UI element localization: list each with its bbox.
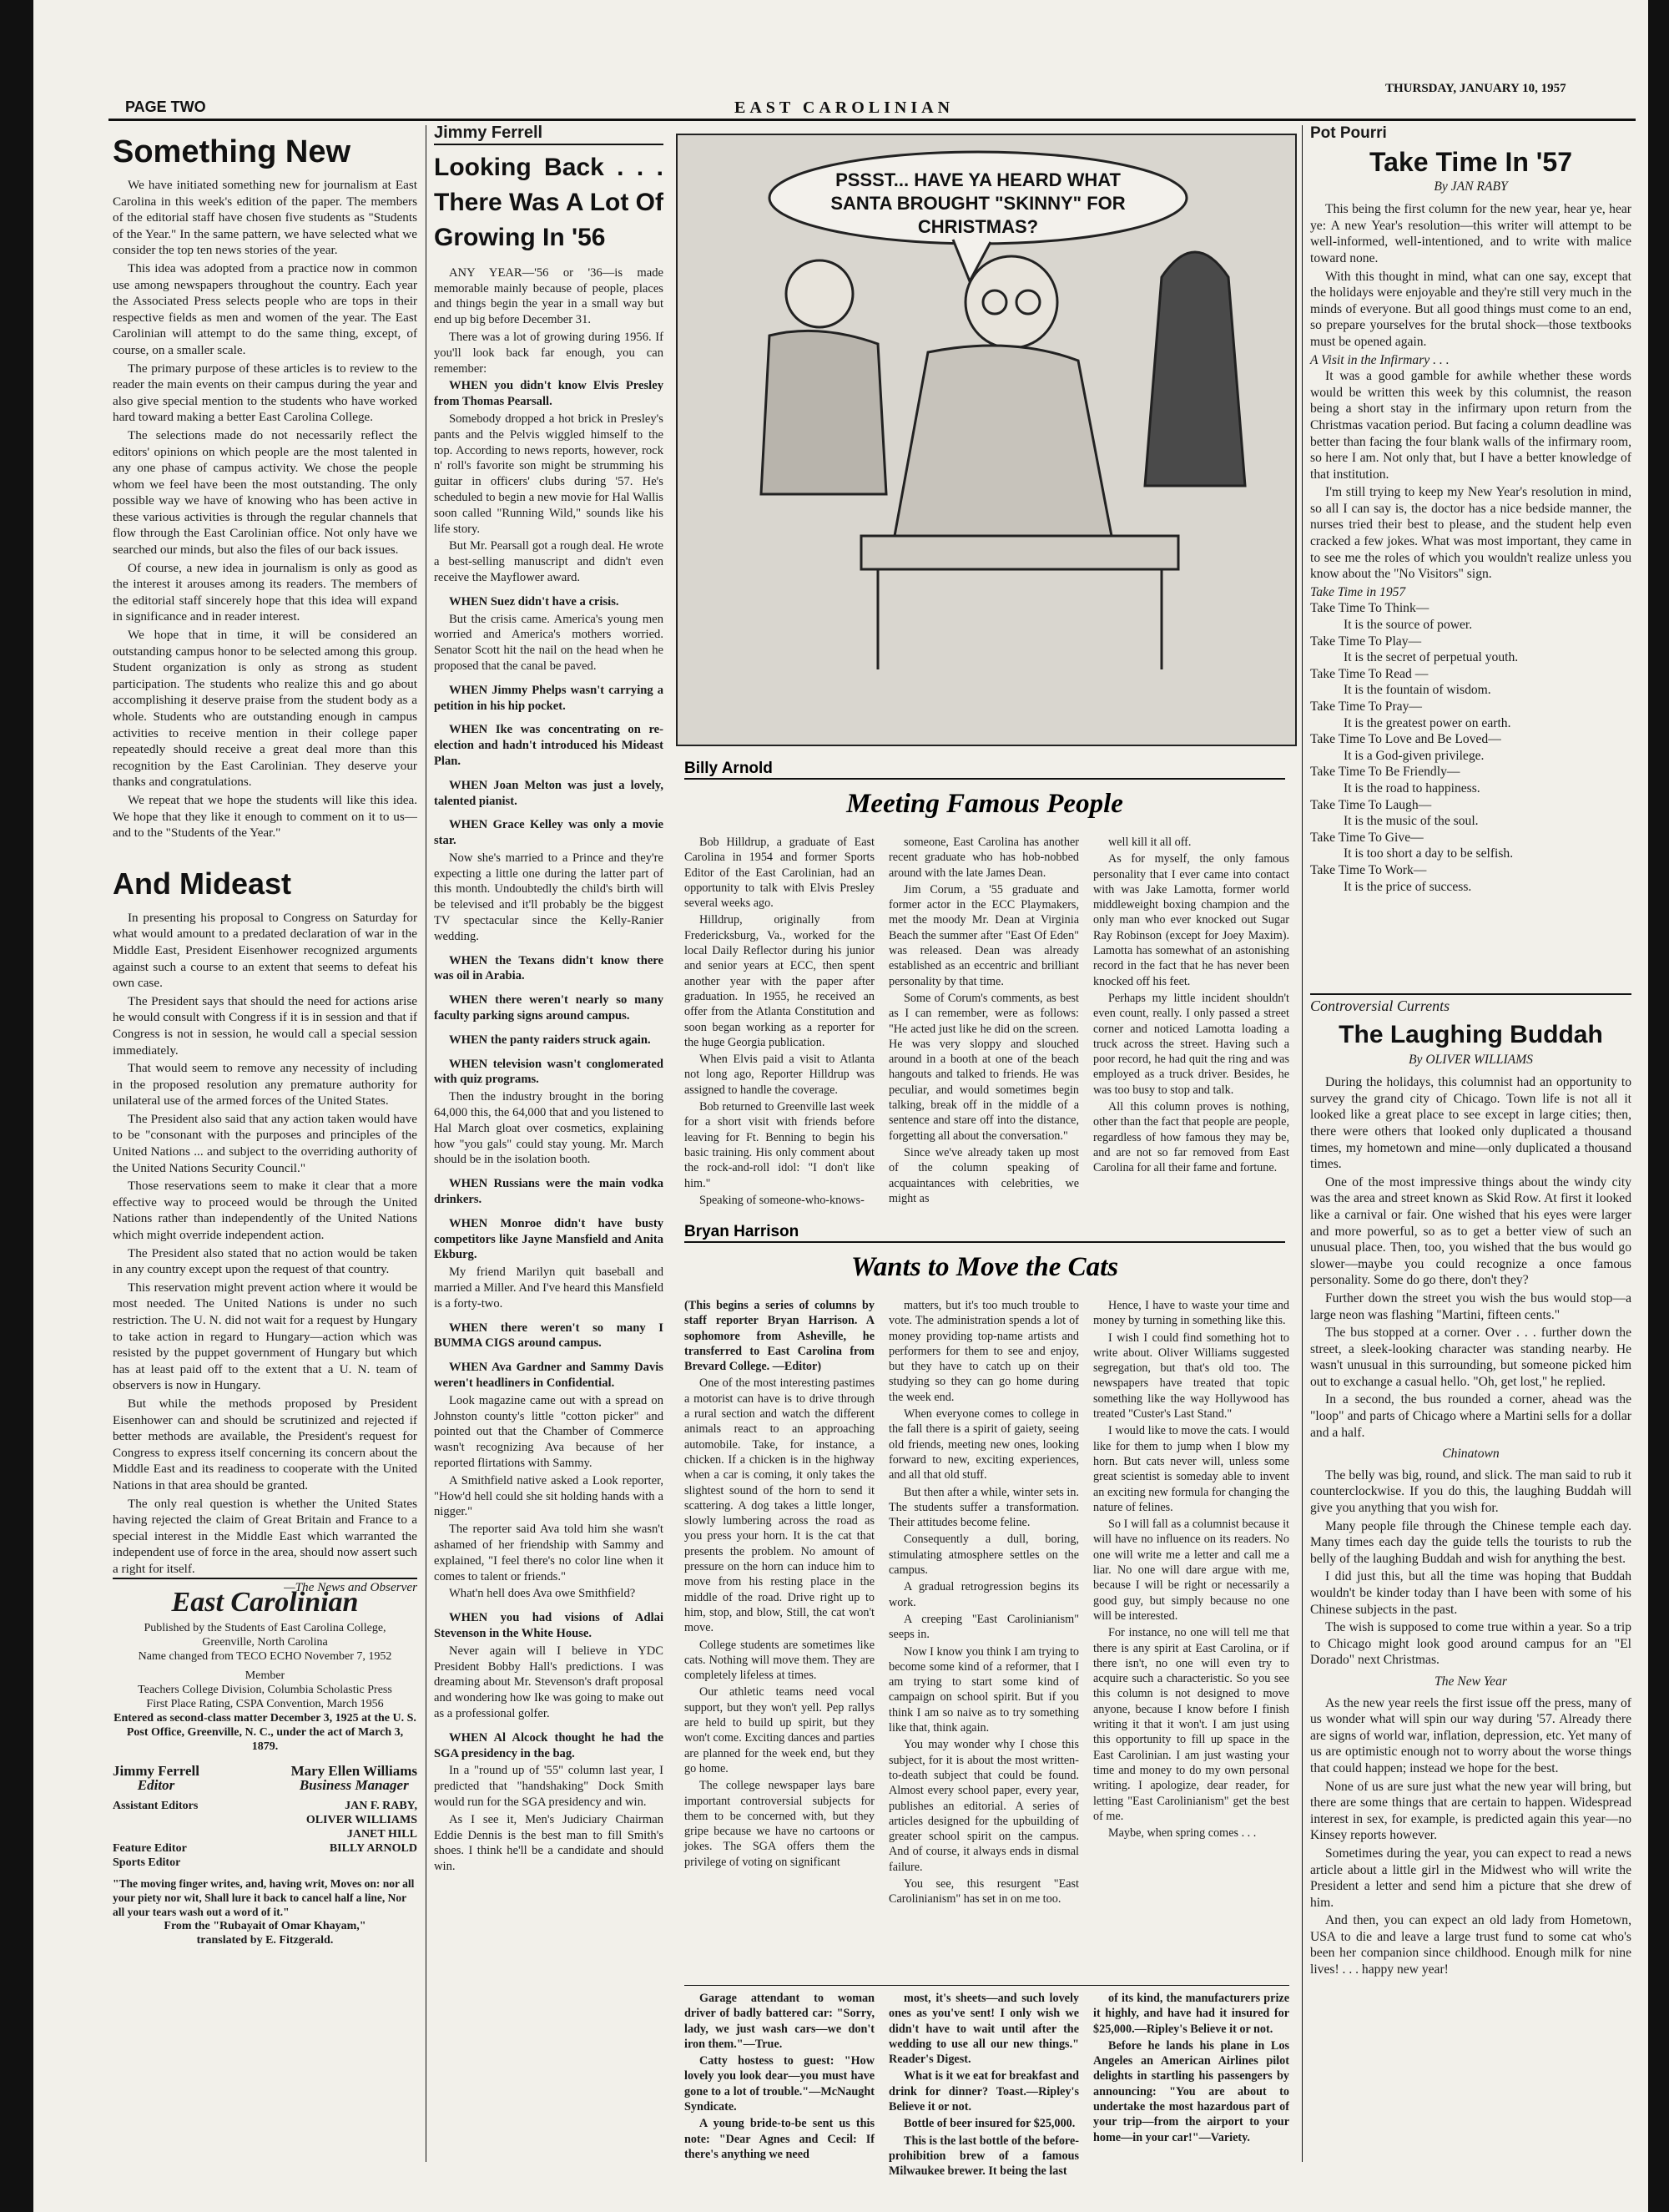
pot-pourri-column — [1310, 125, 1631, 985]
poem-subline: It is the greatest power on earth. — [1344, 715, 1511, 730]
filler: A young bride-to-be sent us this note: "Dear Agnes and Cecil: If there's anything we need — [684, 2117, 875, 2161]
paragraph: But then after a while, winter sets in. The students suffer a transformation. Their attitudes become feline. — [889, 1485, 1079, 1530]
figure-body — [895, 346, 1112, 536]
paragraph: It was a good gamble for awhile whether these words would be written this week by this columnist, the reason being a short stay in the infirmary upon return from the Christmas vacation period. But facing a column deadline was better than facing the four blank walls of the infirmary room, so here I am. Not only that, but I have a better knowledge of that institution. — [1310, 369, 1631, 482]
member-label: Member — [245, 1669, 285, 1682]
column-kicker: Pot Pourri — [1310, 124, 1387, 142]
paragraph: But Mr. Pearsall got a rough deal. He wrote a best-selling manuscript and didn't even receive the Mayflower award. — [434, 539, 663, 584]
paragraph: We have initiated something new for journalism at East Carolina in this week's edition of the paper. The members of the editorial staff have chosen five students as "Students of the Year." In the same pattern, we have selected what we consider the top ten news stories of the year. — [113, 178, 417, 258]
figure-silhouette — [1145, 252, 1245, 486]
item-lead: WHEN Grace Kelley was only a movie star. — [434, 818, 663, 848]
item-lead: WHEN the panty raiders struck again. — [449, 1033, 651, 1047]
paragraph: One of the most interesting pastimes a motorist can have is to drive through a rural section and watch the different animals react to an approaching automobile. Take, for instance, a chicken. If a chicken is in the highway when a car is coming, it only takes the slightest sound of the horn to send it scattering. A dog takes a little longer, slowly lumbering across the road as you press your horn. It is the cat that presents the problem. No amount of pressure on the horn can induce him to move from his resting place in the middle of the road. Drive right up to him, stop, and blow, Still, the cat won't move. — [684, 1376, 875, 1635]
paragraph: Somebody dropped a hot brick in Presley's pants and the Pelvis wiggled himself to the top. According to news reports, however, rock n' roll's favorite son might be strumming his guitar in officers' clubs during '57. He's scheduled to begin a new movie for Hal Wallis soon called "Running Wild," sounds like his life story. — [434, 412, 663, 536]
paragraph: The reporter said Ava told him she wasn't ashamed of her friendship with Sammy and explained, "I feel there's no color line when it comes to talent or friends." — [434, 1523, 663, 1583]
item-lead: WHEN Jimmy Phelps wasn't carrying a petition in his hip pocket. — [434, 683, 663, 713]
poem — [1310, 600, 1631, 895]
column-kicker: Controversial Currents — [1310, 993, 1631, 1015]
paragraph: We hope that in time, it will be considered an outstanding campus honor to be selected among this group. Student organization is only as strong as student participation. The students who realize this and go about accomplishing it deserve praise from the student body as a whole. Students who are outstanding enough in campus activities to receive mention in their college paper repeatedly should receive a great deal more than this recognition by the East Carolinian. They deserve your thanks and congratulations. — [113, 628, 417, 790]
byline: Jimmy Ferrell — [434, 125, 663, 145]
editor-note: (This begins a series of columns by staff reporter Bryan Harrison. A sophomore from Asheville, he transferred to East Carolina from Brevard College. —Editor) — [684, 1299, 875, 1374]
poem-line: Take Time To Read — — [1310, 666, 1429, 681]
paragraph: This idea was adopted from a practice now in common use among newspapers throughout the country. Each year the Associated Press selects people who are tops in their respective fields as men and women of the year. The East Carolinian will attempt to do the same thing, except, of course, on a smaller scale. — [113, 260, 417, 357]
item-lead: WHEN there weren't nearly so many faculty parking signs around campus. — [434, 993, 663, 1023]
paragraph: When everyone comes to college in the fall there is a spirit of gaiety, seeing old friends, meeting new ones, looking forward to new, exciting experiences, and all that old stuff. — [889, 1407, 1079, 1482]
paragraph: I wish I could find something hot to write about. Oliver Williams suggested segregation, but that's old too. The newspapers have treated that topic something like the way Hollywood has treated "Custer's Last Stand." — [1093, 1331, 1289, 1422]
filler-col-2 — [889, 1991, 1079, 2179]
paragraph: Now I know you think I am trying to become some kind of a reformer, that I am trying to start some kind of campaign on school spirit. But if you think I am so naive as to try something like that, think again. — [889, 1644, 1079, 1735]
filler: What is it we eat for breakfast and drink for dinner? Toast.—Ripley's Believe it or not. — [889, 2069, 1079, 2114]
item-lead: WHEN the Texans didn't know there was oil in Arabia. — [434, 953, 663, 983]
paragraph: Since we've already taken up most of the column speaking of acquaintances with celebrities, we might as — [889, 1145, 1079, 1205]
filler: most, it's sheets—and such lovely ones as you've sent! I only wish we didn't have to wait until after the wedding to use all our new things." Reader's Digest. — [889, 1992, 1079, 2067]
arnold-col-2 — [889, 835, 1079, 1210]
paragraph: Look magazine came out with a spread on Johnston county's little "cotton picker" and pointed out that the Chamber of Commerce wasn't recognizing Ava because of her reported flirtations with Sammy. — [434, 1393, 663, 1470]
paragraph: Our athletic teams need vocal support, but they won't yell. Pep rallys are held to build up spirit, but they won't come. Exciting dances and parties are planned for the week end, but they go home. — [684, 1685, 875, 1775]
item-lead: WHEN you had visions of Adlai Stevenson in the White House. — [434, 1611, 663, 1640]
paragraph: You may wonder why I chose this subject, for it is about the most written-to-death subject that could be found. Almost every school paper, every year, publishes an editorial. A series of articles designed for the upbuilding of greater school spirit on the campus. And of course, it always ends in dismal failure. — [889, 1738, 1079, 1874]
paragraph: The belly was big, round, and slick. The man said to rub it counterclockwise. If you do this, the laughing Buddah will give you anything that you wish for. — [1310, 1467, 1631, 1516]
issue-date: THURSDAY, JANUARY 10, 1957 — [1385, 82, 1566, 95]
paragraph: matters, but it's too much trouble to vote. The administration spends a lot of money providing top-name artists and performers for them to see and enjoy, but they have to catch up on their studying so they can go home during the week end. — [889, 1299, 1079, 1404]
harrison-col-1 — [684, 1298, 875, 1978]
paragraph: The President says that should the need for actions arise he would consult with Congress if it is in session and that if Congress is not in session, he would call a special session immediately. — [113, 993, 417, 1058]
subhead: A Visit in the Infirmary . . . — [1310, 352, 1450, 367]
item-lead: WHEN Monroe didn't have busty competitors like Jayne Mansfield and Anita Ekburg. — [434, 1216, 663, 1262]
poem-subline: It is the road to happiness. — [1344, 780, 1480, 795]
paragraph: Bob Hilldrup, a graduate of East Carolina in 1954 and former Sports Editor of the East Carolinian, had an opportunity to talk with Elvis Presley several weeks ago. — [684, 836, 875, 911]
harrison-col-2 — [889, 1298, 1079, 1978]
paragraph: Then the industry brought in the boring 64,000 this, the 64,000 that and you listened to Hal March gloat over cosmetics, explaining how "you gals" could stay young. Mr. March should be in the isolation booth. — [434, 1090, 663, 1167]
paragraph: The wish is supposed to come true within a year. So a trip to Chicago might look good around campus for an "El Dorado" next Christmas. — [1310, 1620, 1631, 1668]
paragraph: ANY YEAR—'56 or '36—is made memorable mainly because of people, places and things begin the year in a small way but end up big before December 31. — [434, 265, 663, 327]
poem-subline: It is the music of the soul. — [1344, 814, 1479, 829]
filler: of its kind, the manufacturers prize it highly, and have had it insured for $25,000.—Ripley's Believe it or not. — [1093, 1992, 1289, 2036]
publisher-line: Published by the Students of East Carolina College, — [144, 1622, 386, 1634]
history-line: Name changed from TECO ECHO November 7, 1952 — [138, 1650, 392, 1663]
item-lead: WHEN you didn't know Elvis Presley from Thomas Pearsall. — [434, 379, 663, 409]
figure-body — [761, 331, 886, 494]
paragraph: I would like to move the cats. I would like for them to jump when I blow my horn. But cats never will, unless some great scientist is someday able to invent an exciting new formula for changing the nature of felines. — [1093, 1424, 1289, 1514]
paragraph: Further down the street you wish the bus would stop—a large neon was flashing "Martini, fifteen cents." — [1310, 1290, 1631, 1322]
filler: Garage attendant to woman driver of badly battered car: "Sorry, lady, we just wash cars—we don't iron them."—True. — [684, 1992, 875, 2051]
item-lead: WHEN Ava Gardner and Sammy Davis weren't headliners in Confidential. — [434, 1361, 663, 1390]
filler: Catty hostess to guest: "How lovely you look dear—you must have gone to a lot of trouble."—McNaught Syndicate. — [684, 2054, 875, 2114]
quote-translator: translated by E. Fitzgerald. — [196, 1934, 334, 1947]
paragraph: College students are sometimes like cats. Nothing will move them. They are completely lifeless at times. — [684, 1638, 875, 1683]
paragraph: All this column proves is nothing, other than the fact that people are people, regardless of how famous they may be, and are not so far removed from East Carolina for all their fame and fortune. — [1093, 1100, 1289, 1175]
staff-box-title: East Carolinian — [171, 1587, 359, 1618]
member-line: Teachers College Division, Columbia Scholastic Press — [138, 1684, 392, 1696]
filler: Before he lands his plane in Los Angeles an American Airlines pilot delights in startling his passengers by announcing: "You are about to undertake the most hazardous part of your trip—from the airport to your home—in your car!"—Variety. — [1093, 2038, 1289, 2144]
paragraph: The bus stopped at a corner. Over . . . further down the street, a sleek-looking character was standing nearby. He wasn't unusual in this surrounding, but someone picked him out to exchange a casual hello. "Oh, get lost," he replied. — [1310, 1326, 1631, 1389]
paragraph: What'n hell does Ava owe Smithfield? — [449, 1587, 636, 1601]
paragraph: Hence, I have to waste your time and money by turning in something like this. — [1093, 1299, 1289, 1328]
staff-name: JAN F. RABY, — [345, 1800, 417, 1812]
masthead-rule — [108, 119, 1636, 121]
poem-subline: It is the source of power. — [1344, 618, 1473, 633]
staff-role: Feature Editor — [113, 1842, 187, 1855]
poem-line: Take Time To Laugh— — [1310, 797, 1432, 812]
paragraph: well kill it all off. — [1108, 836, 1192, 849]
paragraph: This reservation might prevent action where it would be most needed. The United Nations is under no such restriction. The U. N. did not wait for a request by Hungary to take action in regard to Hungary—action which was resisted by the puppet government of Hungary but which has at least paid off to the extent that a U. N. team of observers is now in Hungary. — [113, 1280, 417, 1393]
paragraph: In presenting his proposal to Congress on Saturday for what would amount to a predated declaration of war in the Middle East, President Eisenhower recognized arguments against such a course to an extent that seems to defeat his own case. — [113, 910, 417, 991]
column-headline: Wants to Move the Cats — [850, 1252, 1119, 1282]
desk — [861, 536, 1178, 569]
paragraph: The President also said that any action taken would have to be "consonant with the purposes and principles of the United Nations ... and subject to the overriding authority of the United Nations Security Council." — [113, 1111, 417, 1175]
arnold-col-1 — [684, 835, 875, 1210]
staff-box — [113, 1578, 417, 1972]
paragraph: Never again will I believe in YDC President Bobby Hall's predictions. I was dreaming about Mr. Stevenson's draft proposal and wondering how Ike was going to make out as a professional golfer. — [434, 1644, 663, 1720]
poem-line: Take Time To Think— — [1310, 601, 1429, 616]
paragraph: That would seem to remove any necessity of including in the proposed resolution any premature authority for unilateral use of the armed forces of the United States. — [113, 1061, 417, 1109]
ferrell-items — [434, 378, 663, 1875]
poem-subline: It is the secret of perpetual youth. — [1344, 650, 1519, 665]
byline: By JAN RABY — [1434, 179, 1508, 194]
byline: Billy Arnold — [684, 760, 1285, 780]
poem-subline: It is the fountain of wisdom. — [1344, 683, 1491, 698]
paragraph: For instance, no one will tell me that there is any spirit at East Carolina, or if there isn't, no one will even try to acquire such a characteristic. So you see this column is not designed to move anyone, because I know before I finish writing it that it won't. I am just using this opportunity to fill up space in the East Carolinian. I am just wasting your time and money to do my own personal writing. I apologize, dear reader, for letting "East Carolinianism" get the best of me. — [1093, 1626, 1289, 1823]
filler-rule — [684, 1985, 1289, 1986]
postal-line: Entered as second-class matter December 3, 1925 at the U. S. Post Office, Greenville, N. C., under the act of March 3, 1879. — [113, 1712, 416, 1753]
editorial-headline: And Mideast — [113, 866, 292, 901]
newspaper-page — [33, 0, 1648, 2212]
filler-col-1 — [684, 1991, 875, 2161]
manager-title: Business Manager — [299, 1777, 409, 1793]
subhead: Take Time in 1957 — [1310, 584, 1406, 599]
poem-line: Take Time To Love and Be Loved— — [1310, 732, 1501, 747]
staff-list — [113, 1799, 417, 1870]
paragraph: My friend Marilyn quit baseball and married a Miller. And I've heard this Mansfield is a forty-two. — [434, 1265, 663, 1311]
paragraph: During the holidays, this columnist had an opportunity to survey the grand city of Chicago. Town life is not all it looked like a great place to see except in large cities; then, there were others that looked only duplicated a thousand times, my hometown and mine—only duplicated a thousand times. — [1310, 1075, 1631, 1172]
paragraph: There was a lot of growing during 1956. If you'll look back far enough, you can remember: — [434, 330, 663, 376]
paragraph: As the new year reels the first issue off the press, many of us wonder what will spin our way during '57. Already there are signs of world war, inflation, depression, etc. Yet many of us are optimistic enough not to worry about the worse things that could happen; instead we hope for the best. — [1310, 1695, 1631, 1775]
paragraph: Bob returned to Greenville last week for a short visit with friends before leaving for Ft. Benning to begin his basic training. His only comment about the rock-and-roll idol: "I don't like him." — [684, 1100, 875, 1190]
paragraph: With this thought in mind, what can one say, except that the holidays were enjoyable and they're still very much in the minds of everyone. But all good things must come to an end, so prepare yourselves for the brutal shock—those textbooks must be opened again. — [1310, 269, 1631, 349]
paragraph: You see, this resurgent "East Carolinianism" has set in on me too. — [889, 1876, 1079, 1906]
paragraph: Maybe, when spring comes . . . — [1108, 1826, 1257, 1841]
paragraph: So I will fall as a columnist because it will have no influence on its readers. No one will write me a letter and call me a liar. No one will dare argue with me, because I will be right or necessarily a good guy, but simply because no one will be interested. — [1093, 1518, 1289, 1623]
subhead: Chinatown — [1442, 1447, 1500, 1462]
paragraph: Jim Corum, a '55 graduate and former actor in the ECC Playmakers, met the moody Mr. Dean at Virginia Beach the summer after "East Of Eden" was released. Dean was already established as an eccentric and brilliant personality by that time. — [889, 882, 1079, 988]
filler: This is the last bottle of the before-prohibition brew of a famous Milwaukee brewer. It being the last — [889, 2134, 1079, 2179]
poem-line: Take Time To Be Friendly— — [1310, 765, 1460, 780]
paragraph: A creeping "East Carolinianism" seeps in. — [889, 1612, 1079, 1642]
item-lead: WHEN Al Alcock thought he had the SGA presidency in the bag. — [434, 1730, 663, 1760]
editorial-cartoon — [676, 134, 1297, 746]
paragraph: One of the most impressive things about the windy city was the area and street known as Skid Row. At first it looked like a carnival or fair. One wished that his eyes were larger and more powerful, so as to get a better view of such an unusual place. Then, too, you wished that the bus would go slower—maybe you could recognize a once famous personality. Some do go there, don't they? — [1310, 1174, 1631, 1288]
poem-subline: It is too short a day to be selfish. — [1344, 846, 1514, 861]
item-lead: WHEN Russians were the main vodka drinkers. — [434, 1177, 663, 1207]
paragraph: The President also stated that no action would be taken in any country except upon the request of that country. — [113, 1245, 417, 1277]
filler: Bottle of beer insured for $25,000. — [904, 2117, 1076, 2131]
paragraph: The primary purpose of these articles is to review to the reader the main events on their campus during the year and also give special mention to the students who have worked hard toward making a better East Carolina College. — [113, 361, 417, 425]
column-rule — [1302, 125, 1303, 2162]
column-headline: Meeting Famous People — [846, 789, 1123, 819]
paragraph: But the crisis came. America's young men worried and America's mothers worried. Senator Scott hit the nail on the head when he proposed that the canal be paved. — [434, 612, 663, 673]
staff-quote: "The moving finger writes, and, having writ, Moves on: nor all your piety nor wit, Shall lure it back to cancel half a line, Nor all your tears wash out a word of it." — [113, 1877, 415, 1918]
location-line: Greenville, North Carolina — [202, 1636, 328, 1649]
editorial-headline: Something New — [113, 134, 351, 169]
paragraph: Hilldrup, originally from Fredericksburg, Va., worked for the local Daily Reflector during his junior and senior years at ECC, then spent another year with the paper after graduation. In 1955, he received an offer from the Atlanta Constitution and soon began working as a reporter for the huge Georgia publication. — [684, 913, 875, 1049]
byline: By OLIVER WILLIAMS — [1409, 1052, 1533, 1067]
editor-title: Editor — [137, 1777, 175, 1793]
column-headline: The Laughing Buddah — [1339, 1020, 1603, 1048]
paragraph: This being the first column for the new year, hear ye, hear ye: A new Year's resolution—this writer will attempt to be well-informed, well-intentioned, and to write with malice toward none. — [1310, 202, 1631, 265]
item-lead: WHEN Suez didn't have a crisis. — [449, 594, 619, 609]
subhead: The New Year — [1435, 1674, 1507, 1689]
figure-head — [786, 260, 853, 327]
manager-name: Mary Ellen Williams — [290, 1763, 417, 1779]
paragraph: Many people file through the Chinese temple each day. Many times each day the guide tells the tourists to rub the belly of the laughing Buddah and wish for anything the best. — [1310, 1518, 1631, 1566]
paragraph: Consequently a dull, boring, stimulating atmosphere settles on the campus. — [889, 1533, 1079, 1578]
paragraph: A Smithfield native asked a Look reporter, "How'd hell could she sit holding hands with a nigger." — [434, 1473, 663, 1519]
editorial-column — [113, 125, 417, 1594]
poem-line: Take Time To Play— — [1310, 634, 1422, 649]
paragraph: Sometimes during the year, you can expect to read a news article about a little girl in the Midwest who will write the President a letter and send him a picture that she drew of him. — [1310, 1846, 1631, 1910]
harrison-col-3 — [1093, 1298, 1289, 1978]
paragraph: But while the methods proposed by President Eisenhower can and should be scrutinized and rejected if better methods are available, the President's request for Congress to express itself concerning its concern about the Middle East and its readiness to cooperate with the United Nations in that area should be granted. — [113, 1396, 417, 1492]
staff-name: BILLY ARNOLD — [329, 1842, 417, 1855]
ferrell-column — [434, 125, 663, 1962]
arnold-col-3 — [1093, 835, 1289, 1210]
paragraph: Those reservations seem to make it clear that a more effective way to proceed would be through the United Nations rather than independently of the United Nations which might override independent action. — [113, 1179, 417, 1243]
figure-head — [966, 256, 1057, 348]
filler-col-3 — [1093, 1991, 1289, 2158]
credit-line: —The News and Observer — [284, 1579, 417, 1594]
poem-line: Take Time To Work— — [1310, 862, 1427, 877]
editor-name: Jimmy Ferrell — [113, 1763, 200, 1779]
paragraph: The selections made do not necessarily reflect the editors' opinions on which people are the most talented in any one phase of campus activity. We chose the people whom we feel have been the most outstanding. The only possible way we have of knowing who has been active in these various activities is through the regular channels that flow through the East Carolinian office. Not only have we searched our minds, but also the files of our back issues. — [113, 427, 417, 558]
column-headline: Looking Back . . . There Was A Lot Of Growing In '56 — [434, 153, 664, 251]
paragraph: Of course, a new idea in journalism is only as good as the interest it arouses among its readers. The members of the editorial staff sincerely hope that this idea will expand in significance and in reader interest. — [113, 560, 417, 624]
poem-line: Take Time To Pray— — [1310, 699, 1422, 714]
staff-name: OLIVER WILLIAMS — [305, 1814, 417, 1826]
quote-source: From the "Rubayait of Omar Khayam," — [164, 1920, 366, 1932]
laughing-buddah-column — [1310, 993, 1631, 2162]
page-number: PAGE TWO — [125, 98, 206, 115]
staff-role: Assistant Editors — [113, 1800, 199, 1812]
paragraph: Perhaps my little incident shouldn't even count, really. I only passed a street corner and noticed Lamotta loading a truck across the street. Having such a poor record, he had quit the ring and was employed as a truck driver. Besides, he was too busy to stop and talk. — [1093, 991, 1289, 1097]
staff-role: Sports Editor — [113, 1856, 181, 1869]
paragraph: A gradual retrogression begins its work. — [889, 1580, 1079, 1609]
paragraph: I did just this, but all the time was hoping that Buddah wouldn't be kinder today than I have been with some of his Chinese subjects in the past. — [1310, 1569, 1631, 1617]
poem-line: Take Time To Give— — [1310, 830, 1424, 845]
paragraph: As for myself, the only famous personality that I ever came into contact with was Jake Lamotta, former world middleweight boxing champion and the only man who ever knocked out Sugar Ray Robinson (except for Joey Maxim). Lamotta has somewhat of an astonishing record in the fact that he has never been knocked off his feet. — [1093, 852, 1289, 988]
byline: Bryan Harrison — [684, 1223, 1285, 1243]
paragraph: In a second, the bus rounded a corner, ahead was the "loop" and parts of Chicago where a Martini sells for a dollar and a half. — [1310, 1392, 1631, 1440]
paragraph: Speaking of someone-who-knows- — [699, 1193, 865, 1207]
paragraph: The college newspaper lays bare important controversial subjects for them to be concerned with, but they gripe because we have no cartoons or jokes. The SGA offers them the privilege of voting on significant — [684, 1779, 875, 1869]
paper-name: EAST CAROLINIAN — [734, 98, 955, 117]
paragraph: someone, East Carolina has another recent graduate who has hob-nobbed around with the late James Dean. — [889, 836, 1079, 880]
paragraph: The only real question is whether the United States having rejected the claim of Great Britain and France to a special interest in the Middle East which warranted the independent use of force in the area, should now assert such a right for itself. — [113, 1496, 417, 1576]
poem-subline: It is the price of success. — [1344, 879, 1472, 894]
item-lead: WHEN Joan Melton was just a lovely, talented pianist. — [434, 778, 663, 808]
paragraph: Now she's married to a Prince and they're expecting a little one during the latter part of this month. Undoubtedly the child's birth will be televised and it'll probably be the biggest TV spectacular since the Kelly-Ranier wedding. — [434, 851, 663, 943]
paragraph: When Elvis paid a visit to Atlanta not long ago, Reporter Hilldrup was assigned to handle the coverage. — [684, 1053, 875, 1097]
paragraph: None of us are sure just what the new year will bring, but there are some things that are certain to happen. Widespread interest in sex, for example, is predicted again this year—no Kinsey reports however. — [1310, 1779, 1631, 1843]
poem-subline: It is a God-given privilege. — [1344, 748, 1485, 763]
column-headline: Take Time In '57 — [1369, 146, 1572, 177]
paragraph: And then, you can expect an old lady from Hometown, USA to die and leave a large trust fund to some cat who's been her companion since childhood. Enough milk for nine lives! . . . happy new year! — [1310, 1913, 1631, 1977]
paragraph: In a "round up of '55" column last year, I predicted that "handshaking" Dock Smith would run for the SGA presidency and win. — [434, 1764, 663, 1809]
staff-name: JANET HILL — [346, 1828, 417, 1841]
paragraph: As I see it, Men's Judiciary Chairman Eddie Dennis is the best man to fill Smith's shoes. I think he'll be a candidate and should win. — [434, 1812, 663, 1874]
paragraph: I'm still trying to keep my New Year's resolution in mind, so all I can say is, the doctor has a nice bedside manner, the nurses tried their best to please, and the student help even cracked a few jokes. What was most important, they came in to see me the roles of which you wouldn't realize unless you know about the "No Visitors" sign. — [1310, 485, 1631, 582]
rating-line: First Place Rating, CSPA Convention, March 1956 — [146, 1698, 384, 1710]
item-lead: WHEN Ike was concentrating on re-election and hadn't introduced his Mideast Plan. — [434, 723, 663, 768]
item-lead: WHEN there weren't so many I BUMMA CIGS around campus. — [434, 1321, 663, 1351]
speech-bubble-text: PSSST... HAVE YA HEARD WHAT SANTA BROUGHT "SKINNY" FOR CHRISTMAS? — [830, 169, 1126, 237]
paragraph: We repeat that we hope the students will like this idea. We hope that they like it enough to comment on it to us—and to the "Students of the Year." — [113, 792, 417, 841]
item-lead: WHEN television wasn't conglomerated with quiz programs. — [434, 1057, 663, 1087]
paragraph: Some of Corum's comments, as best as I can remember, were as follows: "He acted just like he did on the screen. He was very sloppy and slouched around in a booth at one of the beach hangouts and talked to friends. He was peculiar, and would sometimes begin talking, break off in the middle of a sentence and stare off into the distance, forgetting all about the conversation." — [889, 991, 1079, 1143]
